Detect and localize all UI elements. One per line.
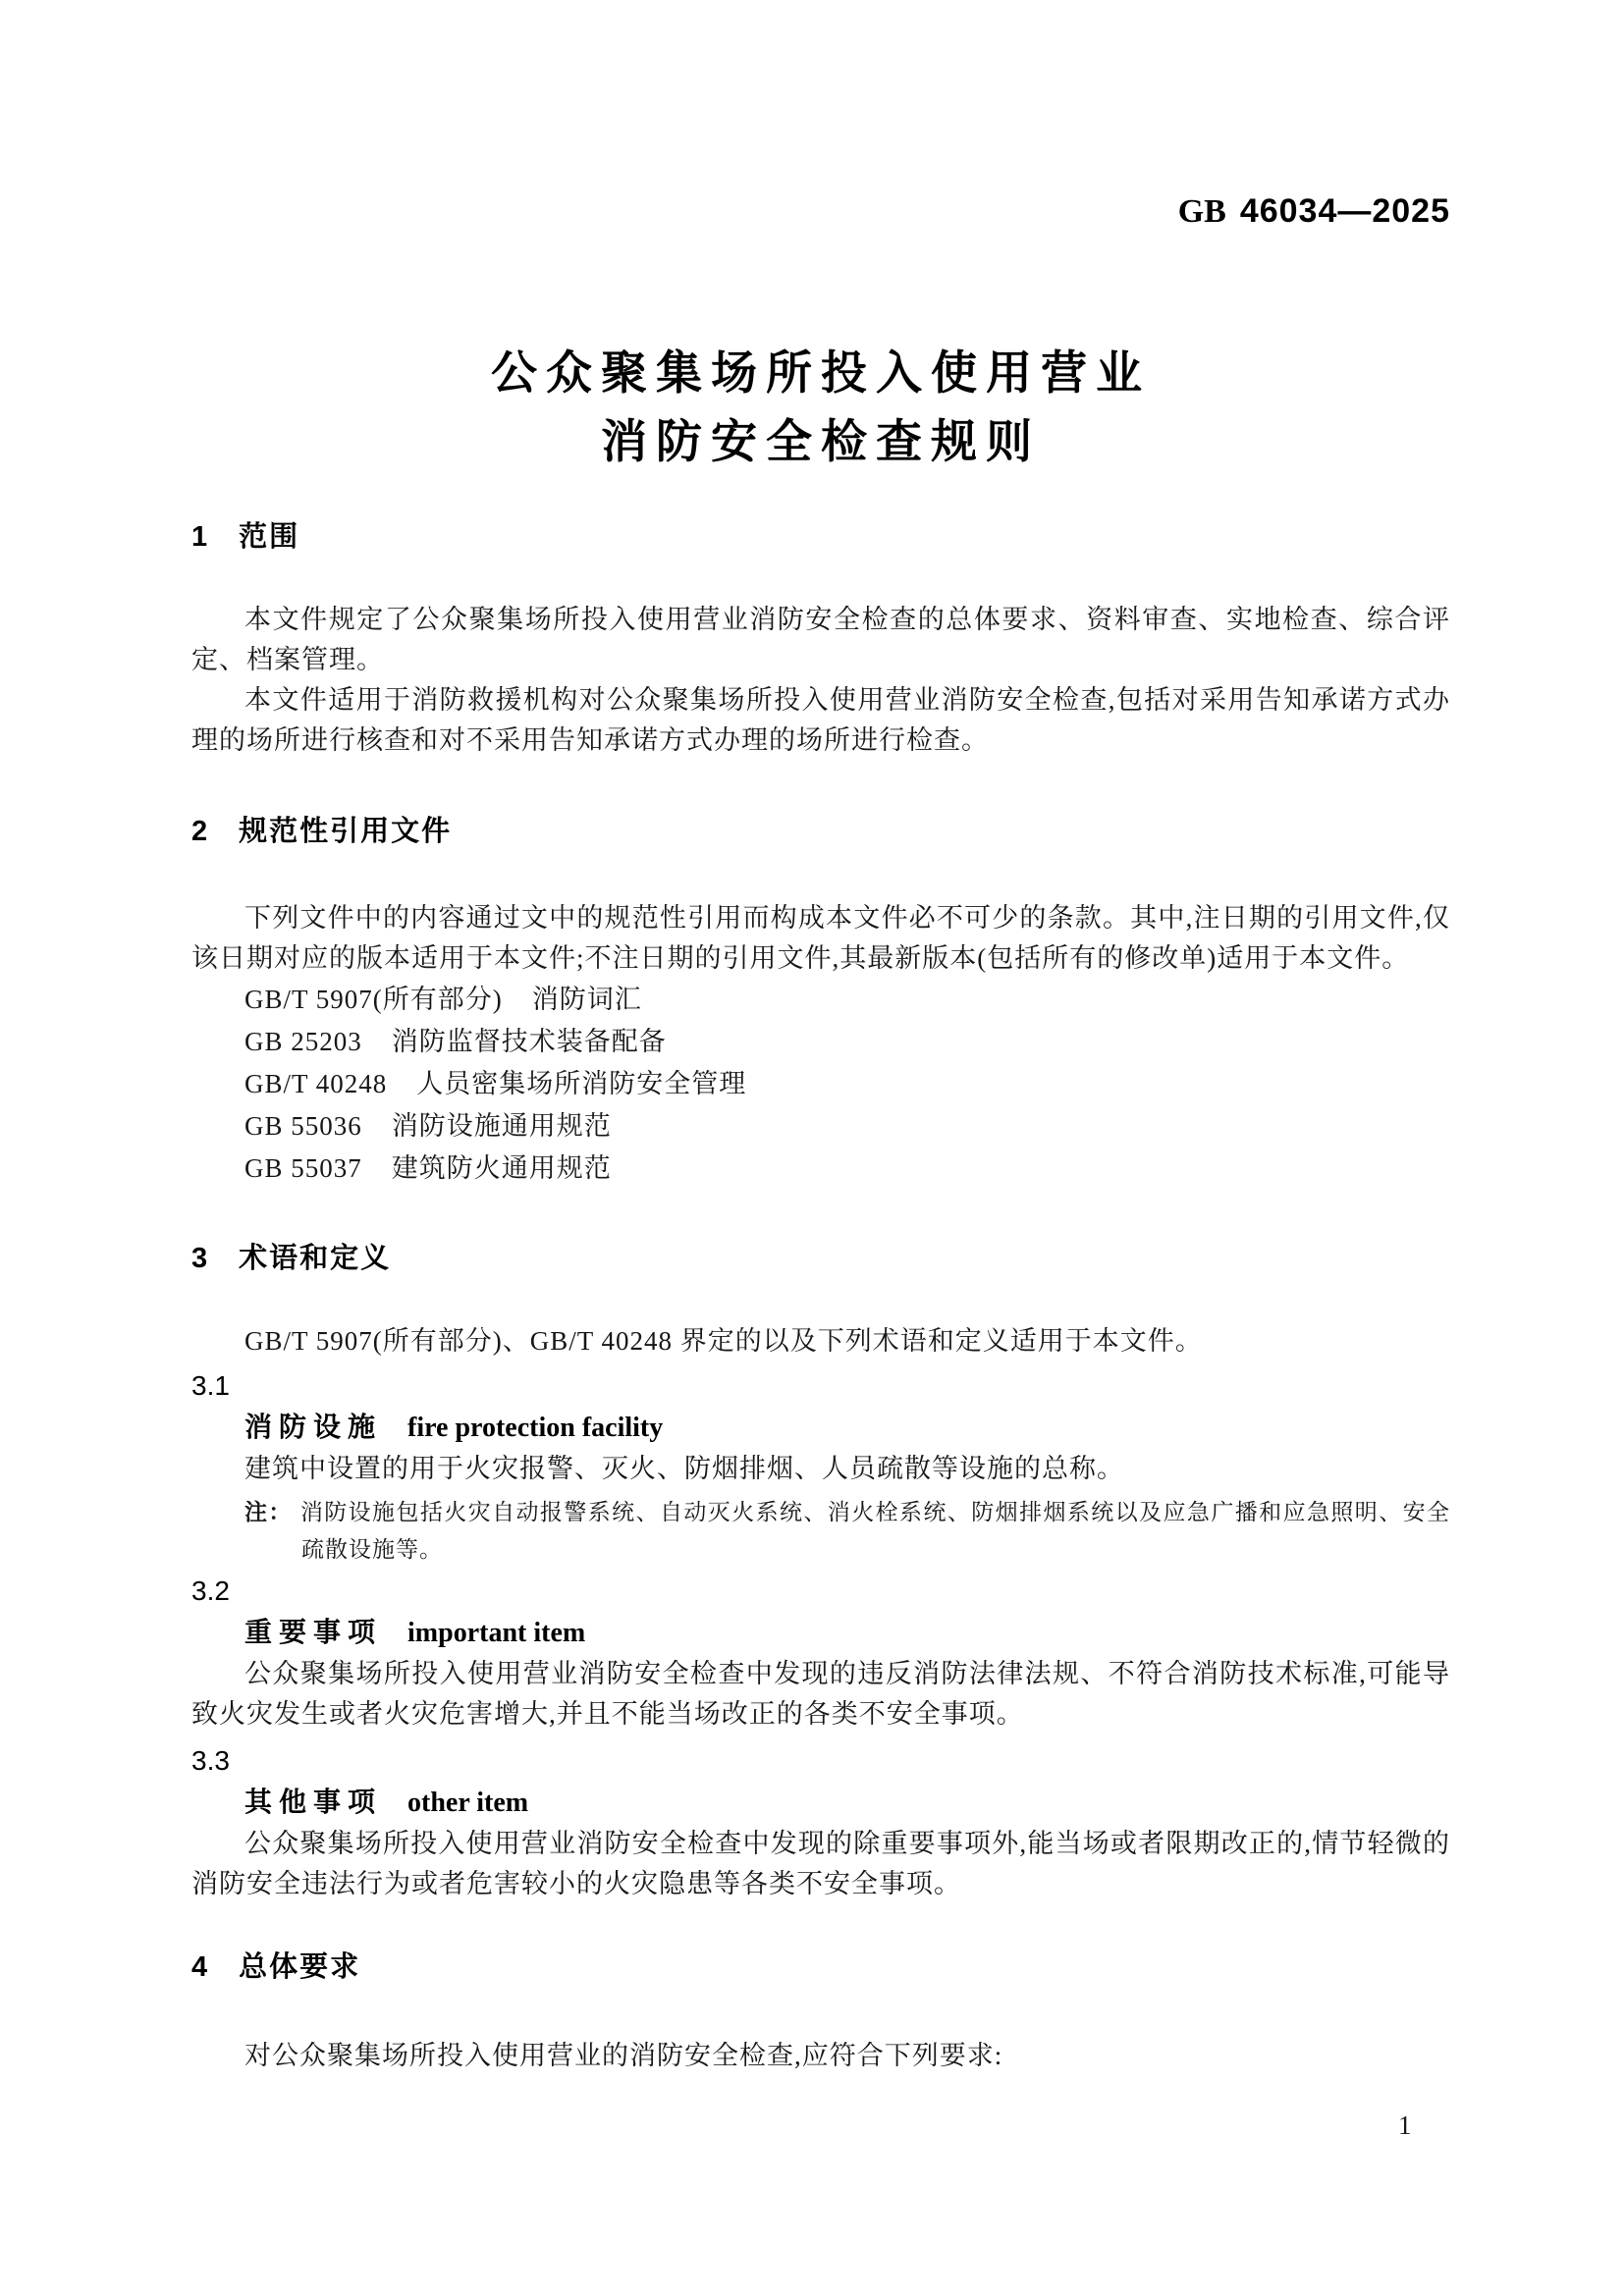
reference-title: 消防设施通用规范 <box>391 1111 612 1141</box>
term-block <box>191 1740 1450 1904</box>
section-general-requirements <box>191 1949 1450 2076</box>
doc-code-number: 46034—2025 <box>1239 192 1450 230</box>
reference-title: 消防词汇 <box>531 985 642 1014</box>
term-name-en: fire protection facility <box>407 1413 664 1443</box>
section-3-heading <box>191 1241 1450 1276</box>
section-1-title: 范围 <box>239 521 300 553</box>
term-note <box>244 1493 1450 1569</box>
term-heading <box>244 1406 1450 1449</box>
reference-item <box>244 1021 1450 1063</box>
doc-code <box>191 192 1450 231</box>
section-scope <box>191 519 1450 761</box>
section-2-heading <box>191 814 1450 849</box>
section-3-title: 术语和定义 <box>239 1243 392 1274</box>
reference-title: 建筑防火通用规范 <box>391 1153 612 1183</box>
note-text: 消防设施包括火灾自动报警系统、自动灭火系统、消火栓系统、防烟排烟系统以及应急广播和应急照明、安全疏散设施等。 <box>299 1500 1451 1562</box>
document-title <box>191 339 1450 476</box>
page-number: 1 <box>1398 2110 1412 2140</box>
reference-code: GB 25203 <box>244 1027 362 1056</box>
section-1-heading <box>191 519 1450 555</box>
paragraph: GB/T 5907(所有部分)、GB/T 40248 界定的以及下列术语和定义适用于本文件。 <box>244 1326 1203 1356</box>
section-normative-references <box>191 814 1450 1190</box>
section-4-number: 4 <box>191 1951 208 1983</box>
term-name-zh: 消防设施 <box>244 1412 383 1442</box>
section-4-heading <box>191 1949 1450 1985</box>
term-name-zh: 重要事项 <box>244 1617 383 1647</box>
note-label: 注： <box>244 1499 293 1524</box>
term-definition: 公众聚集场所投入使用营业消防安全检查中发现的违反消防法律法规、不符合消防技术标准,可能导致火灾发生或者火灾危害增大,并且不能当场改正的各类不安全事项。 <box>191 1659 1450 1729</box>
reference-code: GB/T 40248 <box>244 1069 388 1098</box>
paragraph: 下列文件中的内容通过文中的规范性引用而构成本文件必不可少的条款。其中,注日期的引用文件,仅该日期对应的版本适用于本文件;不注日期的引用文件,其最新版本(包括所有的修改单)适用于本文件。 <box>191 903 1450 973</box>
section-2-number: 2 <box>191 816 208 847</box>
term-heading <box>244 1781 1450 1824</box>
reference-item <box>244 1148 1450 1190</box>
page-content <box>191 0 1450 2076</box>
reference-item <box>244 1063 1450 1105</box>
title-line-2: 消防安全检查规则 <box>601 415 1041 467</box>
references-list <box>244 979 1450 1190</box>
term-name-en: other item <box>407 1788 529 1818</box>
reference-item <box>244 1105 1450 1148</box>
section-4-title: 总体要求 <box>239 1951 361 1983</box>
paragraph: 本文件适用于消防救援机构对公众聚集场所投入使用营业消防安全检查,包括对采用告知承诺方式办理的场所进行核查和对不采用告知承诺方式办理的场所进行检查。 <box>191 685 1450 755</box>
term-heading <box>244 1611 1450 1654</box>
clause-number: 3.3 <box>191 1745 230 1776</box>
term-name-en: important item <box>407 1618 586 1648</box>
term-definition: 公众聚集场所投入使用营业消防安全检查中发现的除重要事项外,能当场或者限期改正的,情节轻微的消防安全违法行为或者危害较小的火灾隐患等各类不安全事项。 <box>191 1829 1450 1898</box>
section-3-number: 3 <box>191 1243 208 1274</box>
title-line-1: 公众聚集场所投入使用营业 <box>491 347 1151 399</box>
paragraph: 本文件规定了公众聚集场所投入使用营业消防安全检查的总体要求、资料审查、实地检查、综合评定、档案管理。 <box>191 605 1450 674</box>
section-1-number: 1 <box>191 521 208 553</box>
doc-code-prefix: GB <box>1177 193 1226 230</box>
section-2-title: 规范性引用文件 <box>239 816 453 847</box>
paragraph: 对公众聚集场所投入使用营业的消防安全检查,应符合下列要求: <box>244 2041 1003 2070</box>
reference-title: 消防监督技术装备配备 <box>391 1027 667 1056</box>
term-block <box>191 1365 1450 1569</box>
clause-number: 3.1 <box>191 1370 230 1401</box>
reference-code: GB 55037 <box>244 1153 362 1183</box>
section-terms-definitions <box>191 1241 1450 1904</box>
clause-number: 3.2 <box>191 1575 230 1606</box>
reference-item <box>244 979 1450 1021</box>
reference-title: 人员密集场所消防安全管理 <box>416 1069 747 1098</box>
reference-code: GB 55036 <box>244 1111 362 1141</box>
term-block <box>191 1571 1450 1735</box>
reference-code: GB/T 5907(所有部分) <box>244 985 503 1014</box>
term-name-zh: 其他事项 <box>244 1787 383 1817</box>
term-definition: 建筑中设置的用于火灾报警、灭火、防烟排烟、人员疏散等设施的总称。 <box>244 1454 1124 1483</box>
